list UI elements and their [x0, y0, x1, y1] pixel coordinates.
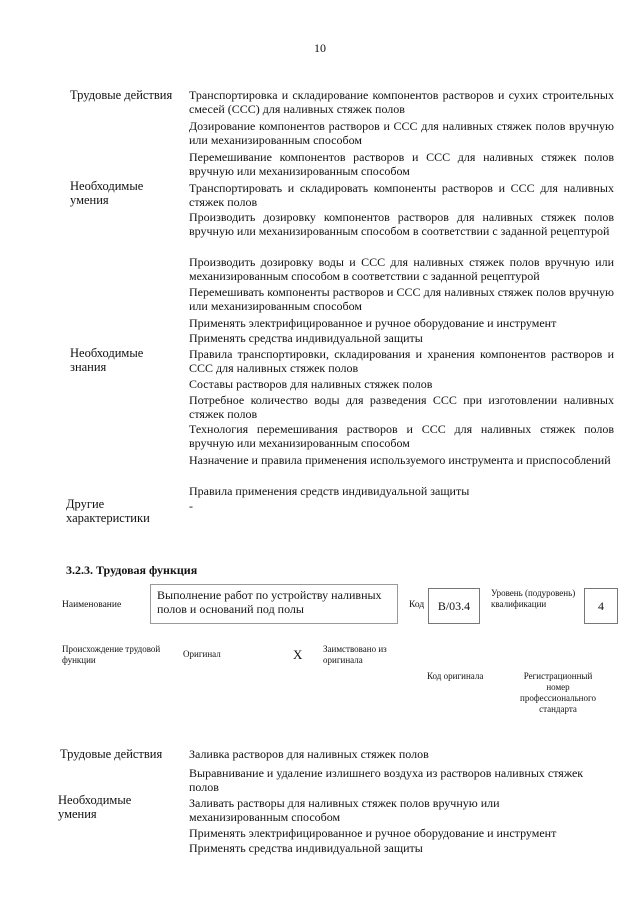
section-heading: 3.2.3. Трудовая функция: [66, 563, 198, 577]
origin-label: Происхождение трудовой функции: [62, 644, 161, 665]
skill-item: Транспортировать и складировать компоненты растворов и ССС для наливных стяжек полов: [189, 181, 614, 210]
original-label: Оригинал: [183, 649, 221, 659]
knowledge-label: Необходимые знания: [70, 346, 144, 374]
name-label: Наименование: [62, 600, 122, 610]
level-value: 4: [598, 599, 604, 613]
level-label: Уровень (подуровень) квалификации: [491, 588, 576, 609]
skills-label-2: Необходимые умения: [58, 793, 132, 821]
labor-action-item: Выравнивание и удаление излишнего воздуха из растворов наливных стяжек полов: [189, 766, 584, 795]
labor-actions-label-2: Трудовые действия: [60, 747, 163, 761]
original-mark: X: [293, 647, 303, 662]
labor-action-item: Перемешивание компонентов растворов и ССС для наливных стяжек полов вручную или механизированным способом: [189, 150, 614, 179]
skills-label: Необходимые умения: [70, 179, 144, 207]
name-value-box: [150, 584, 398, 624]
page-number: 10: [314, 41, 326, 55]
knowledge-item: Потребное количество воды для разведения ССС при изготовлении наливных стяжек полов: [189, 393, 614, 422]
borrowed-label: Заимствовано из оригинала: [323, 644, 387, 665]
other-characteristics-label: Другие характеристики: [66, 497, 150, 525]
labor-action-item: Транспортировка и складирование компонентов растворов и сухих строительных смесей (ССС) для наливных стяжек полов: [189, 88, 614, 117]
level-value-box: [584, 588, 618, 624]
skill-item: Применять средства индивидуальной защиты: [189, 841, 423, 855]
knowledge-item: Назначение и правила применения используемого инструмента и приспособлений: [189, 453, 611, 467]
knowledge-item: Составы растворов для наливных стяжек полов: [189, 377, 433, 391]
labor-action-item: Дозирование компонентов растворов и ССС для наливных стяжек полов вручную или механизированным способом: [189, 119, 614, 148]
code-label: Код: [409, 600, 425, 610]
knowledge-item: Правила применения средств индивидуальной защиты: [189, 484, 470, 498]
skill-item: Применять электрифицированное и ручное оборудование и инструмент: [189, 826, 557, 840]
code-value-box: [428, 588, 480, 624]
function-name: Выполнение работ по устройству наливных полов и оснований под полы: [157, 588, 382, 617]
code-value: В/03.4: [437, 599, 471, 613]
skill-item: Производить дозировку компонентов растворов для наливных стяжек полов вручную или механизированным способом в соответствии с заданной рецептурой: [189, 210, 614, 239]
skill-item: Заливать растворы для наливных стяжек полов вручную или механизированным способом: [189, 796, 500, 825]
skill-item: Применять средства индивидуальной защиты: [189, 331, 423, 345]
labor-actions-label: Трудовые действия: [70, 88, 173, 102]
knowledge-item: Технология перемешивания растворов и ССС для наливных стяжек полов вручную или механизированным способом: [189, 422, 614, 451]
labor-action-item: Заливка растворов для наливных стяжек полов: [189, 747, 429, 761]
knowledge-item: Правила транспортировки, складирования и хранения компонентов растворов и ССС для наливных стяжек полов: [189, 347, 614, 376]
skill-item: Производить дозировку воды и ССС для наливных стяжек полов вручную или механизированным способом в соответствии с заданной рецептурой: [189, 255, 614, 284]
skill-item: Применять электрифицированное и ручное оборудование и инструмент: [189, 316, 557, 330]
registration-number-label: Регистрационный номер профессионального стандарта: [520, 671, 596, 714]
other-characteristics-value: -: [189, 499, 193, 513]
skill-item: Перемешивать компоненты растворов и ССС для наливных стяжек полов вручную или механизированным способом: [189, 285, 614, 314]
original-code-label: Код оригинала: [427, 671, 484, 681]
